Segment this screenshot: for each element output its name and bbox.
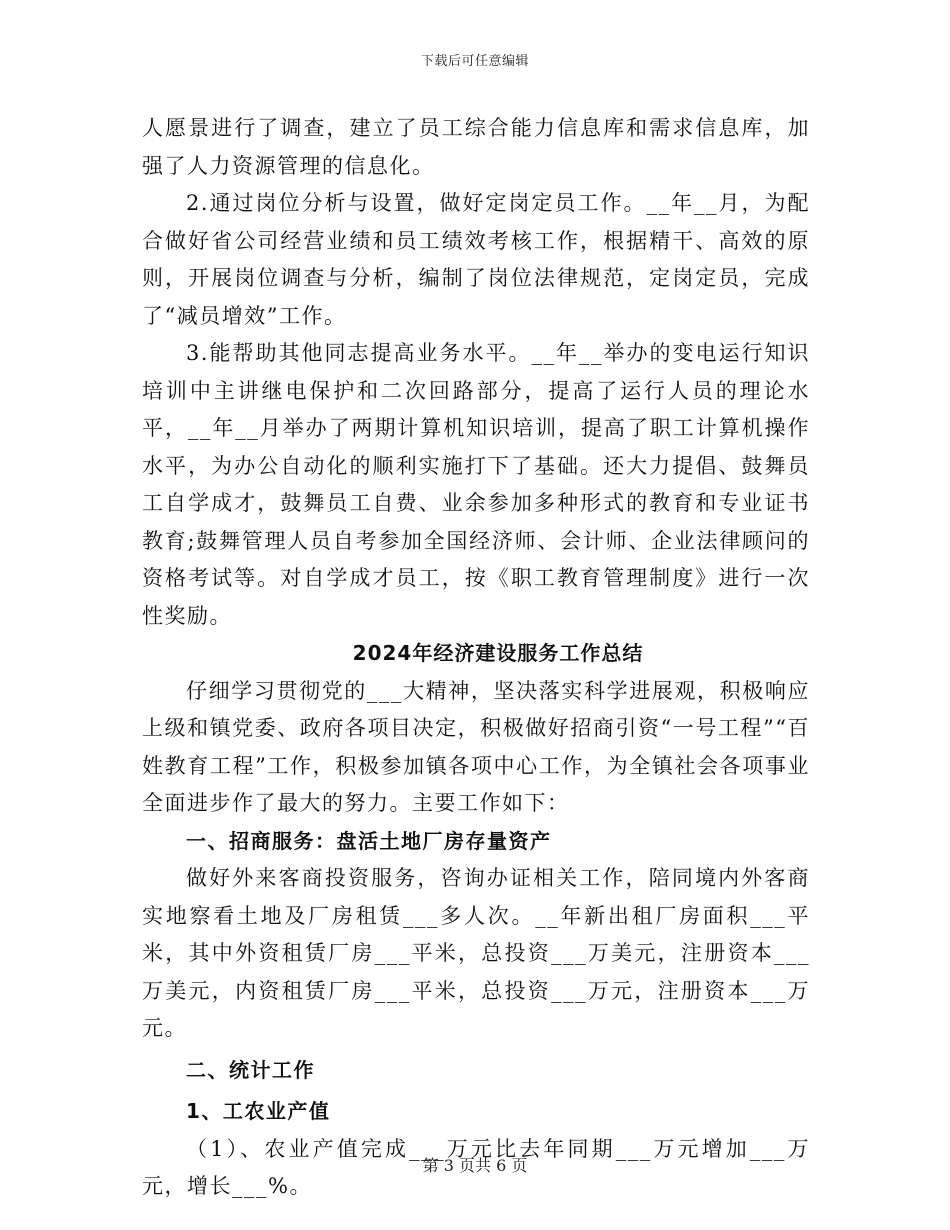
page-header: 下载后可任意编辑	[420, 54, 529, 69]
paragraph-agriculture: （1）、农业产值完成___万元比去年同期___万元增加___万元，增长___%。	[142, 1136, 810, 1198]
page-footer: 第 3 页共 6 页	[422, 1156, 528, 1175]
paragraph-investment: 做好外来客商投资服务，咨询办证相关工作，陪同境内外客商实地察看土地及厂房租赁___多人次。__年新出租厂房面积___平米，其中外资租赁厂房___平米，总投资___万美元，注册资本___万美元，内资租赁厂房___平米，总投资___万元，注册资本___万元。	[142, 866, 810, 1040]
paragraph-continued: 人愿景进行了调查，建立了员工综合能力信息库和需求信息库，加强了人力资源管理的信息化。	[142, 116, 810, 178]
heading-statistics: 二、统计工作	[186, 1057, 315, 1082]
heading-investment-service: 一、招商服务：盘活土地厂房存量资产	[186, 828, 552, 853]
paragraph-intro: 仔细学习贯彻党的___大精神，坚决落实科学进展观，积极响应上级和镇党委、政府各项目决定，积极做好招商引资“一号工程”“百姓教育工程”工作，积极参加镇各项中心工作，为全镇社会各项事业全面进步作了最大的努力。主要工作如下：	[142, 678, 810, 815]
paragraph-item-2: 2.通过岗位分析与设置，做好定岗定员工作。__年__月，为配合做好省公司经营业绩和员工绩效考核工作，根据精干、高效的原则，开展岗位调查与分析，编制了岗位法律规范，定岗定员，完成了“减员增效”工作。	[142, 191, 810, 328]
heading-output-value: 1、工农业产值	[186, 1099, 331, 1123]
paragraph-item-3: 3.能帮助其他同志提高业务水平。__年__举办的变电运行知识培训中主讲继电保护和二次回路部分，提高了运行人员的理论水平，__年__月举办了两期计算机知识培训，提高了职工计算机操作水平，为办公自动化的顺利实施打下了基础。还大力提倡、鼓舞员工自学成才，鼓舞员工自费、业余参加多种形式的教育和专业证书教育;鼓舞管理人员自考参加全国经济师、会计师、企业法律顾问的资格考试等。对自学成才员工，按《职工教育管理制度》进行一次性奖励。	[142, 341, 810, 628]
section-title: 2024年经济建设服务工作总结	[352, 641, 644, 665]
document-body	[142, 110, 810, 1206]
